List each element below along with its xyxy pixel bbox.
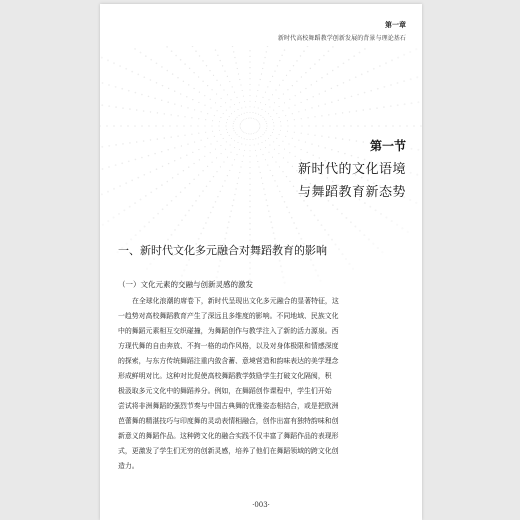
body-line: 造力。 <box>118 462 139 470</box>
page-number: ·003· <box>252 501 270 509</box>
body-line: 式，更激发了学生们无穷的创新灵感，培养了他们在舞蹈领域的跨文化创 <box>118 447 339 455</box>
body-line: 新意义的舞蹈作品。这种跨文化的融合实践不仅丰富了舞蹈作品的表现形 <box>118 432 339 440</box>
section-title-line-2: 与舞蹈教育新态势 <box>297 185 406 200</box>
body-line: 一趋势对高校舞蹈教育产生了深远且多维度的影响。不同地域、民族文化 <box>118 312 339 320</box>
body-line: 的探索，与东方传统舞蹈注重内敛含蓄、意境营造和韵味表达的美学理念 <box>118 357 339 365</box>
body-line: 在全球化浪潮的席卷下，新时代呈现出文化多元融合的显著特征，这 <box>132 297 339 305</box>
running-header <box>278 20 406 42</box>
body-text <box>118 294 404 474</box>
body-line: 芭蕾舞的精湛技巧与印度舞的灵动表情相融合，创作出富有独特韵味和创 <box>118 417 339 425</box>
heading-level-1: 一、新时代文化多元融合对舞蹈教育的影响 <box>118 244 327 257</box>
body-line: 方现代舞的自由奔放、不拘一格的动作风格，以及对身体极限和情感深度 <box>118 342 339 350</box>
heading-level-2: （一）文化元素的交融与创新灵感的激发 <box>118 280 253 289</box>
section-title-line-1: 新时代的文化语境 <box>297 162 406 177</box>
body-line: 形成鲜明对比。这种对比促使高校舞蹈教学鼓励学生打破文化隔阂，积 <box>118 372 332 380</box>
body-line: 中的舞蹈元素相互交织碰撞，为舞蹈创作与教学注入了新的活力源泉。西 <box>118 327 339 335</box>
body-line: 极汲取多元文化中的舞蹈养分。例如，在舞蹈创作课程中，学生们开始 <box>118 387 332 395</box>
book-page <box>100 4 422 520</box>
section-label: 第一节 <box>369 139 406 153</box>
chapter-label: 第一章 <box>385 21 406 29</box>
body-line: 尝试将非洲舞蹈的强烈节奏与中国古典舞的优雅姿态相结合，或是把欧洲 <box>118 402 339 410</box>
section-title-block <box>298 137 406 200</box>
chapter-subtitle: 新时代高校舞蹈教学创新发展的背景与理论基石 <box>277 35 406 42</box>
